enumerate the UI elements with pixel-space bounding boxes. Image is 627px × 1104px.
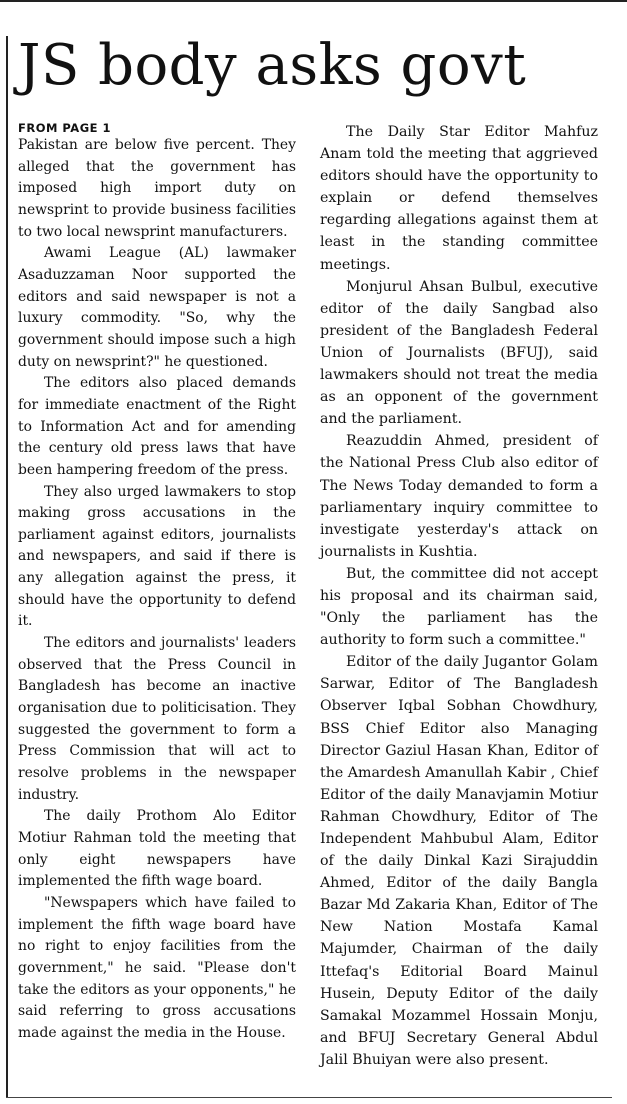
paragraph: Editor of the daily Jugantor Golam Sarwar, Editor of The Bangladesh Observer Iqbal Sobhan Chowdhury, BSS Chief Editor also Managing Director Gaziul Hasan Khan, Editor of the Amardesh Amanullah Kabir , Chief Editor of the daily Manavjamin Motiur Rahman Chowdhury, Editor of The Independent Mahbubul Alam, Editor of the daily Dinkal Kazi Sirajuddin Ahmed, Editor of the daily Bangla Bazar Md Zakaria Khan, Editor of The New Nation Mostafa Kamal Majumder, Chairman of the daily Ittefaq's Editorial Board Mainul Husein, Deputy Editor of the daily Samakal Mozammel Hossain Monju, and BFUJ Secretary General Abdul Jalil Bhuiyan were also present. <box>320 654 598 1068</box>
article-column-left <box>18 121 296 1045</box>
article-column-right <box>320 121 598 1071</box>
paragraph: But, the committee did not accept his proposal and its chairman said, "Only the parliament has the authority to form such a committee." <box>320 565 598 649</box>
paragraph: Reazuddin Ahmed, president of the National Press Club also editor of The News Today demanded to form a parliamentary inquiry committee to investigate yesterday's attack on journalists in Kushtia. <box>320 433 598 560</box>
paragraph: The editors also placed demands for immediate enactment of the Right to Information Act and for amending the century old press laws that have been hampering freedom of the press. <box>18 375 296 478</box>
paragraph: Pakistan are below five percent. They alleged that the government has imposed high import duty on newsprint to provide business facilities to two local newsprint manufacturers. <box>18 137 296 240</box>
paragraph: The Daily Star Editor Mahfuz Anam told the meeting that aggrieved editors should have the opportunity to explain or defend themselves regarding allegations against them at least in the standing committee meetings. <box>320 124 598 273</box>
paragraph: They also urged lawmakers to stop making gross accusations in the parliament against editors, journalists and newspapers, and said if there is any allegation against the press, it should have the opportunity to defend it. <box>18 483 296 630</box>
paragraph: Awami League (AL) lawmaker Asaduzzaman Noor supported the editors and said newspaper is not a luxury commodity. "So, why the government should impose such a high duty on newsprint?" he questioned. <box>18 245 296 370</box>
left-border-rule <box>6 36 8 1098</box>
paragraph: Monjurul Ahsan Bulbul, executive editor of the daily Sangbad also president of the Bangladesh Federal Union of Journalists (BFUJ), said lawmakers should not treat the media as an opponent of the government and the parliament. <box>320 278 598 428</box>
article-headline: JS body asks govt <box>18 33 527 98</box>
paragraph: The daily Prothom Alo Editor Motiur Rahman told the meeting that only eight newspapers have implemented the fifth wage board. <box>18 808 296 890</box>
top-rule <box>0 0 627 2</box>
dateline: FROM PAGE 1 <box>18 121 112 135</box>
bottom-rule <box>6 1097 612 1098</box>
paragraph: The editors and journalists' leaders observed that the Press Council in Bangladesh has become an inactive organisation due to politicisation. They suggested the government to form a Press Commission that will act to resolve problems in the newspaper industry. <box>18 635 296 803</box>
paragraph: "Newspapers which have failed to implement the fifth wage board have no right to enjoy facilities from the government," he said. "Please don't take the editors as your opponents," he said referring to gross accusations made against the media in the House. <box>18 894 296 1041</box>
